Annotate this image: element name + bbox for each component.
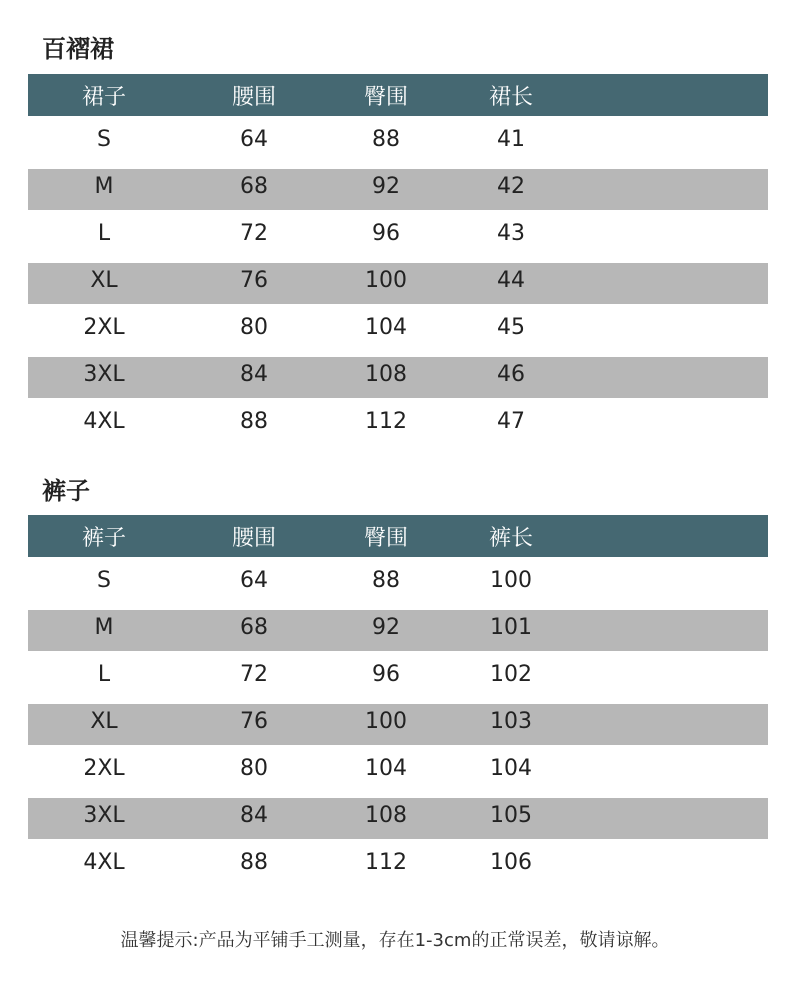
size-cell: S xyxy=(97,568,111,593)
measurement-cell: 88 xyxy=(372,568,400,593)
measurement-cell: 100 xyxy=(490,568,532,593)
measurement-cell: 46 xyxy=(497,362,525,387)
measurement-cell: 112 xyxy=(365,409,407,434)
measurement-cell: 44 xyxy=(497,268,525,293)
measurement-cell: 92 xyxy=(372,174,400,199)
table-row xyxy=(28,698,768,745)
header-cell: 裙长 xyxy=(488,84,533,110)
measurement-cell: 102 xyxy=(490,662,532,687)
header-cell: 腰围 xyxy=(231,525,276,551)
measurement-note: 温馨提示:产品为平铺手工测量，存在1-3cm的正常误差，敬请谅解。 xyxy=(120,930,670,951)
measurement-cell: 80 xyxy=(240,756,268,781)
header-cell: 臀围 xyxy=(363,84,408,110)
size-cell: S xyxy=(97,127,111,152)
measurement-cell: 108 xyxy=(365,362,407,387)
size-cell: 3XL xyxy=(83,362,125,387)
header-cell: 腰围 xyxy=(231,84,276,110)
size-cell: 4XL xyxy=(83,409,125,434)
size-cell: L xyxy=(97,662,111,687)
table-row xyxy=(28,792,768,839)
measurement-cell: 42 xyxy=(497,174,525,199)
size-cell: XL xyxy=(90,709,118,734)
header-cell: 裙子 xyxy=(81,84,126,110)
measurement-cell: 88 xyxy=(240,850,268,875)
size-table xyxy=(28,515,768,886)
measurement-cell: 106 xyxy=(490,850,532,875)
measurement-cell: 104 xyxy=(365,756,407,781)
table-row xyxy=(28,304,768,351)
measurement-cell: 105 xyxy=(490,803,532,828)
measurement-cell: 101 xyxy=(490,615,532,640)
measurement-cell: 88 xyxy=(372,127,400,152)
table-row xyxy=(28,651,768,698)
measurement-cell: 96 xyxy=(372,221,400,246)
size-cell: M xyxy=(94,615,114,640)
size-cell: L xyxy=(97,221,111,246)
measurement-cell: 76 xyxy=(240,268,268,293)
size-cell: 2XL xyxy=(83,315,125,340)
measurement-cell: 84 xyxy=(240,362,268,387)
measurement-cell: 96 xyxy=(372,662,400,687)
size-cell: 3XL xyxy=(83,803,125,828)
header-cell: 裤子 xyxy=(81,525,126,551)
table-body xyxy=(28,116,768,445)
table-row xyxy=(28,745,768,792)
measurement-cell: 100 xyxy=(365,268,407,293)
header-cell: 裤长 xyxy=(488,525,533,551)
table-row xyxy=(28,210,768,257)
measurement-cell: 104 xyxy=(490,756,532,781)
table-row xyxy=(28,557,768,604)
measurement-cell: 112 xyxy=(365,850,407,875)
size-cell: 2XL xyxy=(83,756,125,781)
table-row xyxy=(28,257,768,304)
measurement-cell: 84 xyxy=(240,803,268,828)
measurement-cell: 41 xyxy=(497,127,525,152)
measurement-cell: 72 xyxy=(240,662,268,687)
measurement-cell: 103 xyxy=(490,709,532,734)
table-header-row xyxy=(28,74,768,116)
table-row xyxy=(28,398,768,445)
measurement-cell: 108 xyxy=(365,803,407,828)
table-row xyxy=(28,351,768,398)
measurement-cell: 92 xyxy=(372,615,400,640)
measurement-cell: 64 xyxy=(240,568,268,593)
table-row xyxy=(28,163,768,210)
section-title: 裤子 xyxy=(42,477,90,505)
measurement-cell: 72 xyxy=(240,221,268,246)
measurement-cell: 80 xyxy=(240,315,268,340)
table-row xyxy=(28,116,768,163)
size-cell: 4XL xyxy=(83,850,125,875)
measurement-cell: 104 xyxy=(365,315,407,340)
header-cell: 臀围 xyxy=(363,525,408,551)
measurement-cell: 45 xyxy=(497,315,525,340)
measurement-cell: 76 xyxy=(240,709,268,734)
measurement-cell: 100 xyxy=(365,709,407,734)
table-row xyxy=(28,839,768,886)
measurement-cell: 47 xyxy=(497,409,525,434)
table-header-row xyxy=(28,515,768,557)
measurement-cell: 43 xyxy=(497,221,525,246)
measurement-cell: 68 xyxy=(240,174,268,199)
size-cell: M xyxy=(94,174,114,199)
table-body xyxy=(28,557,768,886)
measurement-cell: 64 xyxy=(240,127,268,152)
section-title: 百褶裙 xyxy=(42,35,114,63)
size-cell: XL xyxy=(90,268,118,293)
measurement-cell: 68 xyxy=(240,615,268,640)
size-table xyxy=(28,74,768,445)
table-row xyxy=(28,604,768,651)
measurement-cell: 88 xyxy=(240,409,268,434)
